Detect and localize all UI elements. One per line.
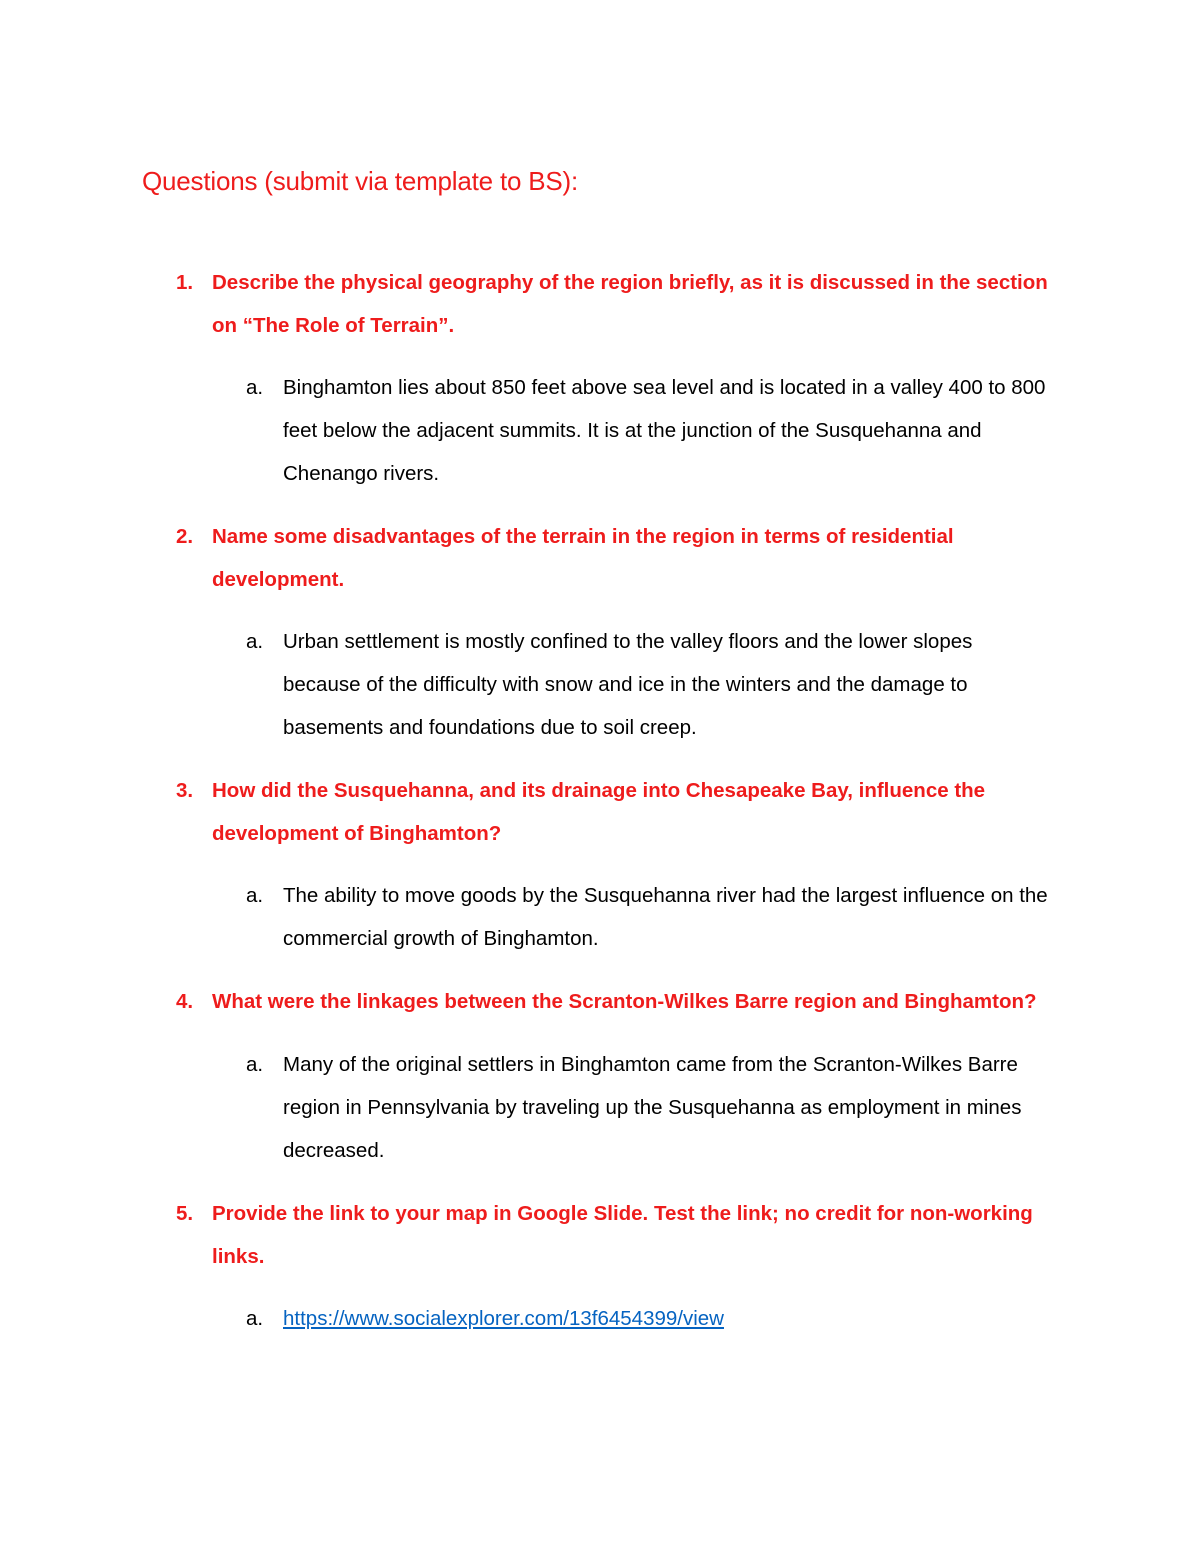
answer-text: The ability to move goods by the Susquehanna river had the largest influence on the commercial growth of Binghamton. [283, 884, 1048, 950]
answer-text: Binghamton lies about 850 feet above sea level and is located in a valley 400 to 800 feet below the adjacent summits. It is at the junction of the Susquehanna and Chenango rivers. [283, 376, 1046, 485]
question-number: 2. [176, 525, 194, 548]
question-text: What were the linkages between the Scranton-Wilkes Barre region and Binghamton? [212, 990, 1037, 1013]
page-heading: Questions (submit via template to BS): [142, 166, 579, 196]
question-number: 5. [176, 1202, 194, 1225]
answer-5 [246, 1297, 1076, 1340]
answer-letter: a. [246, 1053, 264, 1076]
question-text: How did the Susquehanna, and its drainage into Chesapeake Bay, influence the development of Binghamton? [212, 779, 986, 845]
answer-4 [246, 1043, 1076, 1172]
question-4 [176, 980, 1056, 1023]
question-3 [176, 769, 1056, 855]
answer-1 [246, 366, 1076, 495]
answer-letter: a. [246, 884, 264, 907]
question-number: 3. [176, 779, 194, 802]
answer-letter: a. [246, 376, 264, 399]
question-number: 1. [176, 271, 194, 294]
question-5 [176, 1192, 1056, 1278]
question-1 [176, 261, 1056, 347]
map-link[interactable]: https://www.socialexplorer.com/13f6454399/view [283, 1307, 724, 1330]
answer-3 [246, 874, 1076, 960]
question-text: Provide the link to your map in Google Slide. Test the link; no credit for non-working links. [212, 1202, 1033, 1268]
answer-text: Urban settlement is mostly confined to the valley floors and the lower slopes because of the difficulty with snow and ice in the winters and the damage to basements and foundations due to soil creep. [283, 630, 973, 739]
question-text: Describe the physical geography of the region briefly, as it is discussed in the section on “The Role of Terrain”. [212, 271, 1048, 337]
answer-letter: a. [246, 630, 264, 653]
answer-letter: a. [246, 1307, 264, 1330]
answer-2 [246, 620, 1076, 749]
answer-text: Many of the original settlers in Binghamton came from the Scranton-Wilkes Barre region in Pennsylvania by traveling up the Susquehanna as employment in mines decreased. [283, 1053, 1022, 1162]
question-2 [176, 515, 1056, 601]
question-number: 4. [176, 990, 194, 1013]
question-text: Name some disadvantages of the terrain in the region in terms of residential development. [212, 525, 954, 591]
